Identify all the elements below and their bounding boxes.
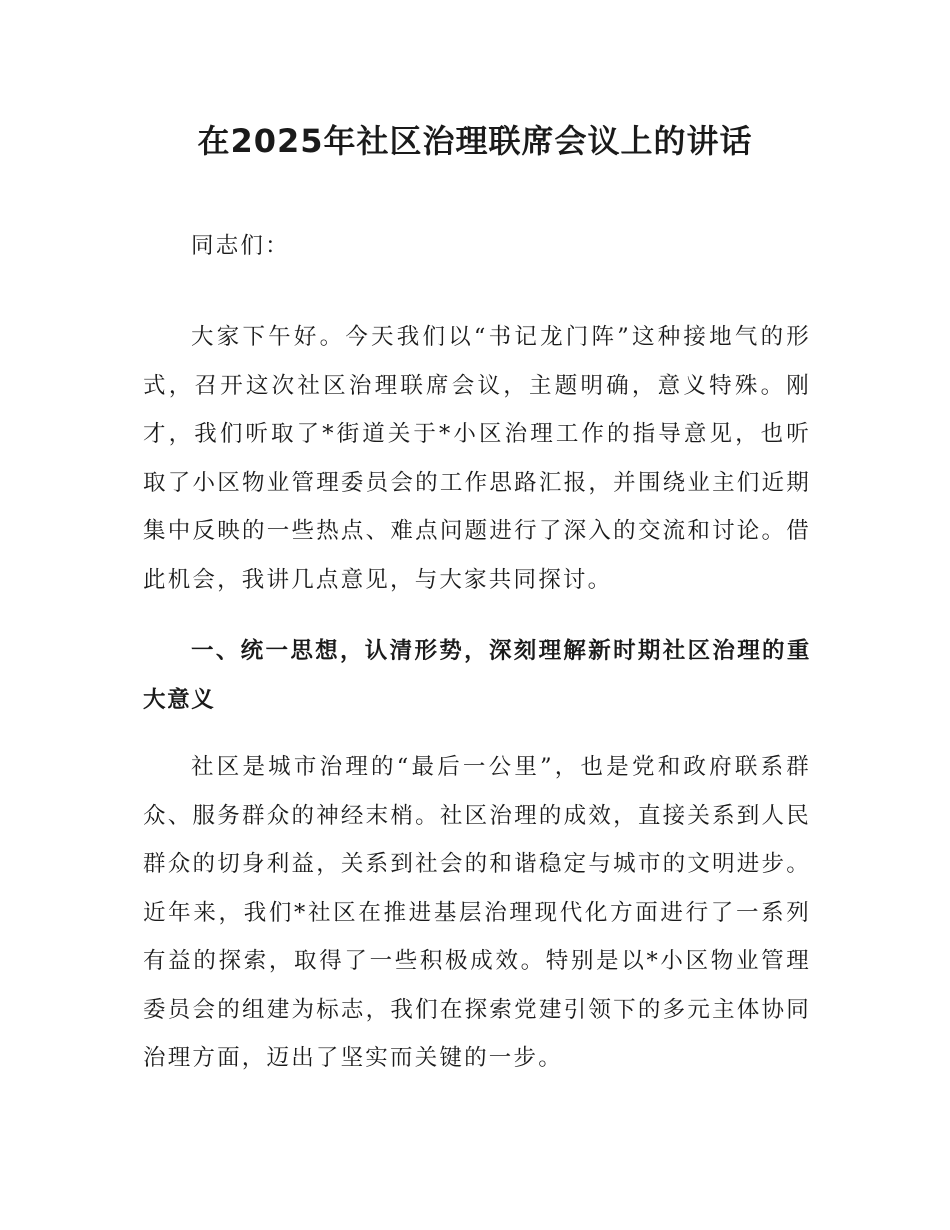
section-heading-1: 一、统一思想，认清形势，深刻理解新时期社区治理的重大意义 — [143, 638, 811, 713]
document-title: 在2025年社区治理联席会议上的讲话 — [197, 122, 753, 160]
paragraph-opening: 大家下午好。今天我们以“书记龙门阵”这种接地气的形式，召开这次社区治理联席会议，主题明确，意义特殊。刚才，我们听取了*街道关于*小区治理工作的指导意见，也听取了小区物业管理委员会的工作思路汇报，并围绕业主们近期集中反映的一些热点、难点问题进行了深入的交流和讨论。借此机会，我讲几点意见，与大家共同探讨。 — [143, 324, 811, 593]
salutation: 同志们： — [191, 233, 290, 259]
paragraph-section-1: 社区是城市治理的“最后一公里”，也是党和政府联系群众、服务群众的神经末梢。社区治理的成效，直接关系到人民群众的切身利益，关系到社会的和谐稳定与城市的文明进步。近年来，我们*社区在推进基层治理现代化方面进行了一系列有益的探索，取得了一些积极成效。特别是以*小区物业管理委员会的组建为标志，我们在探索党建引领下的多元主体协同治理方面，迈出了坚实而关键的一步。 — [143, 754, 811, 1071]
